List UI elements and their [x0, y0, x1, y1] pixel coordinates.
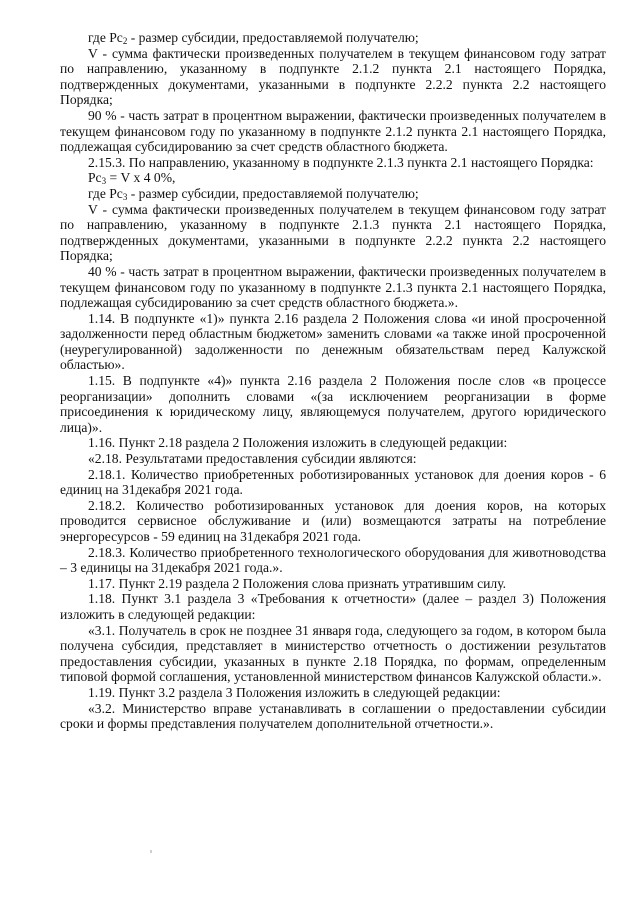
paragraph-40-percent: 40 % - часть затрат в процентном выражении, фактически произведенных получателем в текущем финансовом году по указанному в подпункте 2.1.3 пункта 2.1 настоящего Порядка, подлежащая субсидированию за счет средств областного бюджета.». [60, 263, 606, 311]
paragraph-1-14: 1.14. В подпункте «1)» пункта 2.16 раздела 2 Положения слова «и иной просроченной задолженности перед областным бюджетом» заменить словами «а также иной просроченной (неурегулированной) задолженности по денежным обязательствам перед Калужской областью». [60, 310, 606, 373]
paragraph-rs2-definition: где $Рс_2$ - размер субсидии, предоставляемой получателю; [88, 30, 419, 46]
paragraph-1-16: 1.16. Пункт 2.18 раздела 2 Положения изложить в следующей редакции: [88, 435, 508, 451]
paragraph-v-definition-2: V - сумма фактически произведенных получателем в текущем финансовом году затрат по направлению, указанному в подпункте 2.1.2 пункта 2.1 настоящего Порядка, подтвержденных документами, указанными в подпункте 2.2.2 пункта 2.2 настоящего Порядка; [60, 45, 606, 108]
paragraph-2-18-3: 2.18.3. Количество приобретенного технологического оборудования для животноводства – 3 единицы на 31декабря 2021 года.». [60, 544, 606, 576]
paragraph-1-15: 1.15. В подпункте «4)» пункта 2.16 раздела 2 Положения после слов «в процессе реорганизации» дополнить словами «(за исключением реорганизации в форме присоединения к юридическому лицу, являющемуся получателем, другого юридического лица)». [60, 373, 606, 435]
paragraph-1-17: 1.17. Пункт 2.19 раздела 2 Положения слова признать утратившим силу. [88, 575, 507, 591]
paragraph-rs3-definition: где $Рс_3$ - размер субсидии, предоставляемой получателю; [88, 185, 419, 202]
scan-speck [150, 850, 152, 853]
paragraph-v-definition-3: V - сумма фактически произведенных получателем в текущем финансовом году затрат по направлению, указанному в подпункте 2.1.3 пункта 2.1 настоящего Порядка, подтвержденных документами, указанными в подпункте 2.2.2 пункта 2.2 настоящего Порядка; [60, 201, 606, 264]
paragraph-2-15-3: 2.15.3. По направлению, указанному в подпункте 2.1.3 пункта 2.1 настоящего Порядка: [88, 154, 594, 170]
formula-rs3: $Рс_3 = V$ х 4 0%, [88, 170, 176, 187]
paragraph-90-percent: 90 % - часть затрат в процентном выражении, фактически произведенных получателем в текущем финансовом году по указанному в подпункте 2.1.2 пункта 2.1 настоящего Порядка, подлежащая субсидированию за счет средств областного бюджета. [60, 107, 606, 155]
paragraph-1-19: 1.19. Пункт 3.2 раздела 3 Положения изложить в следующей редакции: [88, 684, 501, 700]
paragraph-2-18-1: 2.18.1. Количество приобретенных роботизированных установок для доения коров - 6 единиц на 31декабря 2021 года. [60, 466, 606, 498]
paragraph-3-2: «3.2. Министерство вправе устанавливать в соглашении о предоставлении субсидии сроки и формы представления получателем дополнительной отчетности.». [60, 700, 606, 732]
paragraph-2-18-2: 2.18.2. Количество роботизированных установок для доения коров, на которых проводится сервисное обслуживание и (или) возмещаются затраты на потребление энергоресурсов - 59 единиц на 31декабря 2021 года. [60, 497, 606, 544]
paragraph-2-18: «2.18. Результатами предоставления субсидии являются: [88, 451, 417, 467]
paragraph-3-1: «3.1. Получатель в срок не позднее 31 января года, следующего за годом, в котором была получена субсидия, представляет в министерство отчетность о достижении результатов предоставления субсидии, указанных в пункте 2.18 Порядка, по формам, определенным типовой формой соглашения, установленной министерством финансов Калужской области.». [60, 622, 606, 685]
paragraph-1-18: 1.18. Пункт 3.1 раздела 3 «Требования к отчетности» (далее – раздел 3) Положения изложить в следующей редакции: [60, 591, 606, 622]
